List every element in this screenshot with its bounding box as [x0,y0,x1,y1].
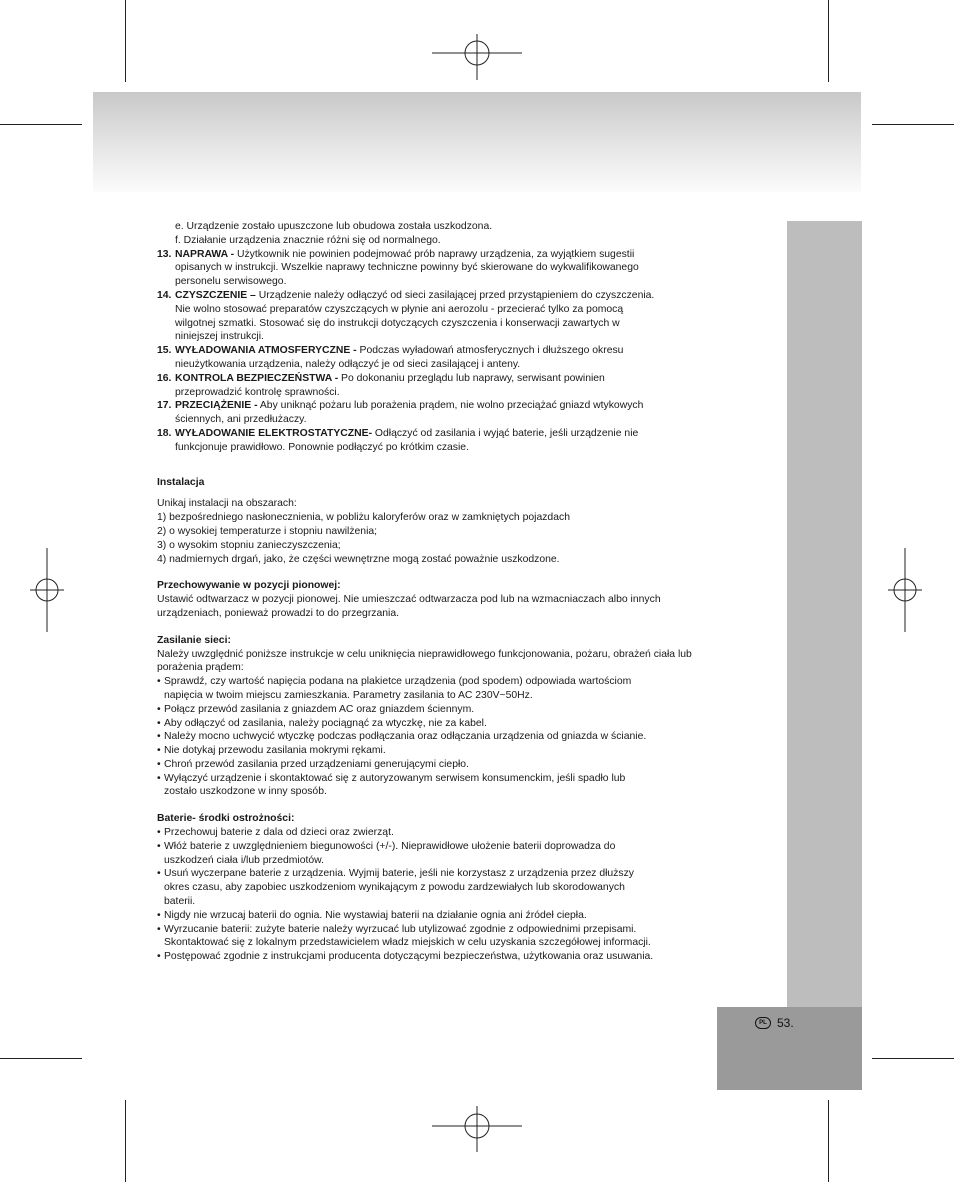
safety-item-16: 16. KONTROLA BEZPIECZEŃSTWA - Po dokonaniu przeglądu lub naprawy, serwisant powinien przeprowadzić kontrolę sprawności. [157,372,605,398]
crop-mark [125,1100,126,1182]
bullet-line: uszkodzeń ciała i/lub przedmiotów. [164,854,324,866]
bullet-icon: • [157,909,161,921]
registration-mark-icon [432,34,522,80]
section-title-vertical-storage: Przechowywanie w pozycji pionowej: [157,580,341,592]
bullet-line: Wyłączyć urządzenie i skontaktować się z autoryzowanym serwisem konsumenckim, jeśli spadło lub [164,772,626,784]
spacer [157,455,777,476]
crop-mark [0,1058,82,1059]
paragraph-line: urządzeniach, ponieważ prowadzi to do przegrzania. [157,607,400,619]
list-item: 3) o wysokim stopniu zanieczyszczenia; [157,539,341,551]
bullet-icon: • [157,731,161,743]
bullet-item [157,867,777,908]
spacer [157,621,777,634]
bullet-line: Wyrzucanie baterii: zużyte baterie należy wyrzucać lub utylizować zgodnie z odpowiednimi przepisami. [164,923,637,935]
language-badge: PL [755,1017,771,1029]
crop-mark [828,0,829,82]
crop-mark [872,1058,954,1059]
list-item: e. Urządzenie zostało upuszczone lub obudowa została uszkodzona. [175,221,493,232]
bullet-icon: • [157,772,161,784]
header-gradient-band [93,92,861,192]
page-number-text: 53. [777,1016,794,1030]
crop-mark [828,1100,829,1182]
bullet-item [157,909,777,923]
bullet-item [157,744,777,758]
spacer [157,799,777,812]
bullet-icon: • [157,758,161,770]
bullet-icon: • [157,840,161,852]
bullet-item [157,772,777,800]
safety-item-14: 14. CZYSZCZENIE – Urządzenie należy odłączyć od sieci zasilającej przed przystąpieniem do czyszczenia. Nie wolno stosować preparatów czyszczących w płynie ani aerozolu - przecierać tylko za pomocą wilgotnej szmatki. Stosować się do instrukcji dotyczących czyszczenia i konserwacji zawartych w niniejszej instrukcji. [157,289,655,343]
bullet-line: Należy mocno uchwycić wtyczkę podczas podłączania oraz odłączania urządzenia od gniazda w ścianie. [164,731,647,743]
bullet-line: Nie dotykaj przewodu zasilania mokrymi rękami. [164,745,386,757]
side-grey-bar [787,221,862,1007]
bullet-item [157,717,777,731]
spacer [157,566,777,579]
bullet-line: Nigdy nie wrzucaj baterii do ognia. Nie wystawiaj baterii na działanie ognia ani źródeł ciepła. [164,909,587,921]
bullet-line: Aby odłączyć od zasilania, należy pociągnąć za wtyczkę, nie za kabel. [164,717,487,729]
bullet-item [157,840,777,868]
bullet-line: zostało uszkodzone w inny sposób. [164,786,327,798]
bullet-line: Włóż baterie z uwzględnieniem biegunowości (+/-). Nieprawidłowe ułożenie baterii doprowadza do [164,840,616,852]
manual-content [157,220,777,964]
bullet-item [157,703,777,717]
bullet-icon: • [157,827,161,839]
list-item: 4) nadmiernych drgań, jako, że części wewnętrzne mogą zostać poważnie uszkodzone. [157,553,560,565]
section-title-installation: Instalacja [157,476,205,488]
section-title-power-supply: Zasilanie sieci: [157,634,231,646]
bullet-line: Usuń wyczerpane baterie z urządzenia. Wyjmij baterie, jeśli nie korzystasz z urządzenia przez dłuższy [164,868,634,880]
crop-mark [0,124,82,125]
bullet-icon: • [157,868,161,880]
bullet-icon: • [157,676,161,688]
crop-mark [872,124,954,125]
paragraph-line: porażenia prądem: [157,662,244,674]
list-item: 2) o wysokiej temperaturze i stopniu nawilżenia; [157,525,378,537]
bullet-item [157,675,777,703]
bullet-line: Przechowuj baterie z dala od dzieci oraz zwierząt. [164,827,394,839]
bullet-line: baterii. [164,896,196,908]
bullet-item [157,923,777,951]
bullet-item [157,758,777,772]
bullet-item [157,730,777,744]
registration-mark-icon [888,548,922,632]
paragraph-line: Ustawić odtwarzacz w pozycji pionowej. Nie umieszczać odtwarzacza pod lub na wzmacniaczach albo innych [157,594,661,606]
bullet-line: Połącz przewód zasilania z gniazdem AC oraz gniazdem ściennym. [164,703,475,715]
safety-item-18: 18. WYŁADOWANIE ELEKTROSTATYCZNE- Odłączyć od zasilania i wyjąć baterie, jeśli urządzenie nie funkcjonuje prawidłowo. Ponownie podłączyć po krótkim czasie. [157,427,639,453]
power-bullet-list [157,675,777,799]
battery-bullet-list [157,826,777,964]
safety-item-15: 15. WYŁADOWANIA ATMOSFERYCZNE - Podczas wyładowań atmosferycznych i dłuższego okresu nieużytkowania urządzenia, należy odłączyć je od sieci zasilającej i anteny. [157,345,624,370]
page-number [755,1016,794,1030]
list-item: f. Działanie urządzenia znacznie różni się od normalnego. [175,234,441,246]
section-title-batteries: Baterie- środki ostrożności: [157,813,295,825]
paragraph-line: Należy uwzględnić poniższe instrukcje w celu uniknięcia nieprawidłowego funkcjonowania, pożaru, obrażeń ciała lub [157,648,692,660]
bullet-icon: • [157,745,161,757]
registration-mark-icon [432,1106,522,1152]
bullet-item [157,950,777,964]
list-item: 1) bezpośredniego nasłonecznienia, w pobliżu kaloryferów oraz w zamkniętych pojazdach [157,512,570,524]
crop-mark [125,0,126,82]
bullet-line: Chroń przewód zasilania przed urządzeniami generującymi ciepło. [164,758,469,770]
bullet-line: Postępować zgodnie z instrukcjami producenta dotyczącymi bezpieczeństwa, użytkowania oraz usuwania. [164,951,654,963]
safety-item-13: 13. NAPRAWA - Użytkownik nie powinien podejmować prób naprawy urządzenia, za wyjątkiem sugestii opisanych w instrukcji. Wszelkie naprawy techniczne powinny być skierowane do wykwalifikowanego personelu serwisowego. [157,248,639,288]
spacer [157,489,777,497]
bullet-icon: • [157,703,161,715]
bullet-line: napięcia w twoim miejscu zamieszkania. Parametry zasilania to AC 230V~50Hz. [164,689,533,701]
bullet-icon: • [157,923,161,935]
bullet-icon: • [157,717,161,729]
bullet-line: okres czasu, aby zapobiec uszkodzeniom wynikającym z powodu zardzewiałych lub skorodowanych [164,882,625,894]
bullet-icon: • [157,951,161,963]
registration-mark-icon [30,548,64,632]
installation-intro: Unikaj instalacji na obszarach: [157,498,297,510]
safety-item-17: 17. PRZECIĄŻENIE - Aby uniknąć pożaru lub porażenia prądem, nie wolno przeciążać gniazd wtykowych ściennych, ani przedłużaczy. [157,400,644,426]
bullet-line: Sprawdź, czy wartość napięcia podana na plakietce urządzenia (pod spodem) odpowiada wartościom [164,676,632,688]
bullet-item [157,826,777,840]
bullet-line: Skontaktować się z lokalnym przedstawicielem władz miejskich w celu uzyskania szczegółowej informacji. [164,937,651,949]
